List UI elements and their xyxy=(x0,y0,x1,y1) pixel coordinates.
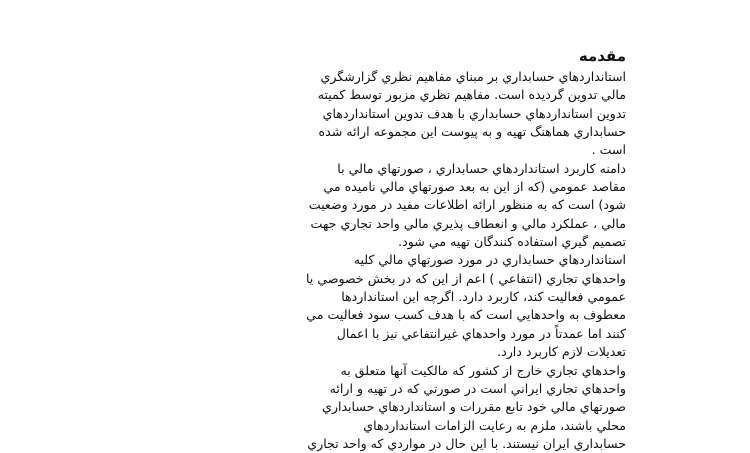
text-line: حسابداري ايران نيستند. با اين حال در مواردي كه واحد تجاري xyxy=(307,435,626,451)
text-line: محلي باشند، ملزم به رعايت الزامات استانداردهاي xyxy=(363,417,626,433)
text-line: معطوف به واحدهايي است كه با هدف كسب سود فعاليت مي xyxy=(306,307,626,323)
text-line: استانداردهاي حسابداري بر مبناي مفاهيم نظري گزارشگري xyxy=(320,69,626,84)
section-heading: مقدمه xyxy=(578,47,626,65)
text-line: تدوين استانداردهاي حسابداري با هدف تدوين استانداردهاي xyxy=(322,105,626,121)
text-line: تصميم گيري استفاده كنندگان تهيه مي شود. xyxy=(398,234,626,250)
text-line: عمومي فعاليت كند، كاربرد دارد. اگرچه اين استانداردها xyxy=(341,289,626,305)
text-line: مقاصد عمومي (كه از اين به بعد صورتهاي مالي ناميده مي xyxy=(323,179,626,195)
text-line: واحدهاي تجاري خارج از كشور كه مالكيت آنها متعلق به xyxy=(340,362,626,378)
text-line: مالي تدوين گرديده است. مفاهيم نظري مزبور توسط كميته xyxy=(317,87,626,103)
text-line: صورتهاي مالي خود تابع مقررات و استانداردهاي حسابداري xyxy=(322,399,626,415)
document-body xyxy=(126,46,626,453)
text-line: شود) است كه به منظور ارائه اطلاعات مفيد در مورد وضعيت xyxy=(308,197,626,213)
text-line: مالي ، عملكرد مالي و انعطاف پذيري مالي واحد تجاري جهت xyxy=(310,215,626,231)
text-line: حسابداري هماهنگ تهيه و به پيوست اين مجموعه ارائه شده xyxy=(318,124,626,140)
text-line: است . xyxy=(591,142,626,158)
text-line: تعديلات لازم كاربرد دارد. xyxy=(497,344,626,360)
text-line: واحدهاي تجاري (انتفاعي ) اعم از اين كه در بخش خصوصي يا xyxy=(305,270,626,286)
text-line: واحدهاي تجاري ايراني است در صورتي كه در تهيه و ارائه xyxy=(329,380,626,396)
text-line: دامنه كاربرد استانداردهاي حسابداري ، صورتهاي مالي با xyxy=(337,160,626,176)
text-line: كنند اما عمدتاً در مورد واحدهاي غيرانتفاعي نيز با اعمال xyxy=(336,325,626,341)
text-line: استانداردهاي حسابداري در مورد صورتهاي مالي كليه xyxy=(353,252,626,268)
